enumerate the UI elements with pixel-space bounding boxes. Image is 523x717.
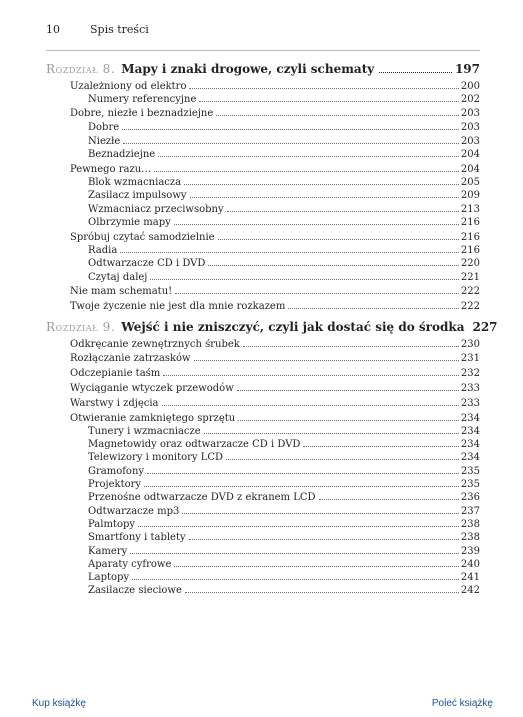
entry-page-number: 216 xyxy=(460,231,480,243)
entry-page-number: 216 xyxy=(460,216,480,228)
entry-title: Projektory xyxy=(88,479,142,491)
entry-title: Wzmacniacz przeciwsobny xyxy=(88,203,224,215)
dot-leader xyxy=(216,115,459,116)
entry-page-number: 232 xyxy=(460,368,480,380)
chapter-label: Rozdział 9. xyxy=(46,319,116,334)
chapter-label: Rozdział 8. xyxy=(46,62,116,76)
toc-subsection-entry[interactable] xyxy=(46,271,480,284)
toc-subsection-entry[interactable] xyxy=(46,531,480,544)
entry-page-number: 204 xyxy=(460,148,480,160)
toc-subsection-entry[interactable] xyxy=(46,571,480,584)
entry-page-number: 237 xyxy=(460,505,480,517)
entry-page-number: 238 xyxy=(460,532,480,544)
dot-leader xyxy=(150,279,458,280)
dot-leader xyxy=(132,579,459,580)
toc-section-entry[interactable] xyxy=(46,367,480,380)
entry-page-number: 242 xyxy=(460,585,480,597)
toc-subsection-entry[interactable] xyxy=(46,558,480,571)
dot-leader xyxy=(182,513,459,514)
dot-leader xyxy=(218,239,459,240)
dot-leader xyxy=(227,211,459,212)
entry-page-number: 202 xyxy=(460,94,480,106)
toc-section-entry[interactable] xyxy=(46,231,480,244)
dot-leader xyxy=(163,375,459,376)
toc-subsection-entry[interactable] xyxy=(46,135,480,148)
entry-page-number: 235 xyxy=(460,465,480,477)
entry-page-number: 235 xyxy=(460,479,480,491)
entry-title: Aparaty cyfrowe xyxy=(88,558,172,570)
entry-page-number: 240 xyxy=(460,558,480,570)
entry-title: Smartfony i tablety xyxy=(88,532,186,544)
dot-leader xyxy=(158,156,459,157)
entry-title: Odczepianie taśm xyxy=(70,368,161,380)
entry-page-number: 205 xyxy=(460,177,480,189)
entry-page-number: 200 xyxy=(460,81,480,92)
toc-subsection-entry[interactable] xyxy=(46,257,480,270)
toc-section-entry[interactable] xyxy=(46,285,480,298)
entry-title: Magnetowidy oraz odtwarzacze CD i DVD xyxy=(88,439,301,451)
entry-page-number: 241 xyxy=(460,572,480,584)
toc-subsection-entry[interactable] xyxy=(46,451,480,464)
dot-leader xyxy=(204,433,459,434)
dot-leader xyxy=(189,88,458,89)
entry-page-number: 236 xyxy=(460,492,480,504)
entry-page-number: 233 xyxy=(460,397,480,409)
entry-title: Radia xyxy=(88,245,118,257)
page-number: 10 xyxy=(46,23,60,36)
dot-leader xyxy=(154,171,459,172)
toc-subsection-entry[interactable] xyxy=(46,545,480,558)
dot-leader xyxy=(189,539,459,540)
entry-page-number: 230 xyxy=(460,338,480,350)
dot-leader xyxy=(194,360,459,361)
entry-title: Twoje życzenie nie jest dla mnie rozkazem xyxy=(70,301,286,313)
entry-title: Nie mam schematu! xyxy=(70,286,173,298)
dot-leader xyxy=(243,346,459,347)
entry-title: Warstwy i zdjęcia xyxy=(70,397,159,409)
toc-subsection-entry[interactable] xyxy=(46,478,480,491)
toc-subsection-entry[interactable] xyxy=(46,216,480,229)
toc-subsection-entry[interactable] xyxy=(46,438,480,451)
chapter-page-number: 227 xyxy=(472,319,498,334)
entry-title: Rozłączanie zatrzasków xyxy=(70,353,191,365)
entry-title: Dobre, niezłe i beznadziejne xyxy=(70,107,214,119)
dot-leader xyxy=(226,459,459,460)
dot-leader xyxy=(237,390,459,391)
entry-title: Zasilacz impulsowy xyxy=(88,190,187,202)
entry-page-number: 233 xyxy=(460,382,480,394)
dot-leader xyxy=(303,446,458,447)
toc-section-entry[interactable] xyxy=(46,300,480,313)
dot-leader xyxy=(138,526,459,527)
entry-title: Otwieranie zamkniętego sprzętu xyxy=(70,412,236,424)
toc-subsection-entry[interactable] xyxy=(46,121,480,134)
toc-subsection-entry[interactable] xyxy=(46,465,480,478)
dot-leader xyxy=(144,486,459,487)
entry-page-number: 203 xyxy=(460,135,480,147)
dot-leader xyxy=(190,197,459,198)
toc-section-entry[interactable] xyxy=(46,338,480,351)
entry-title: Telewizory i monitory LCD xyxy=(88,452,224,464)
entry-title: Niezłe xyxy=(88,135,121,147)
toc-subsection-entry[interactable] xyxy=(46,505,480,518)
toc-subsection-entry[interactable] xyxy=(46,584,480,597)
entry-page-number: 204 xyxy=(460,163,480,175)
chapter-page-number: 197 xyxy=(454,62,480,76)
table-of-contents xyxy=(46,60,498,598)
dot-leader xyxy=(123,143,459,144)
toc-section-entry[interactable] xyxy=(46,107,480,120)
entry-title: Przenośne odtwarzacze DVD z ekranem LCD xyxy=(88,492,316,504)
toc-section-entry[interactable] xyxy=(46,80,480,93)
entry-title: Olbrzymie mapy xyxy=(88,216,171,228)
dot-leader xyxy=(288,308,459,309)
toc-subsection-entry[interactable] xyxy=(46,189,480,202)
entry-title: Kamery xyxy=(88,545,128,557)
dot-leader xyxy=(122,129,459,130)
entry-page-number: 239 xyxy=(460,545,480,557)
entry-page-number: 216 xyxy=(460,245,480,257)
dot-leader xyxy=(238,420,459,421)
entry-page-number: 203 xyxy=(460,107,480,119)
dot-leader xyxy=(147,473,459,474)
entry-page-number: 234 xyxy=(460,439,480,451)
entry-title: Odtwarzacze mp3 xyxy=(88,505,180,517)
page-header xyxy=(46,23,149,36)
entry-title: Tunery i wzmacniacze xyxy=(88,425,201,437)
dot-leader xyxy=(208,265,458,266)
toc-section-entry[interactable] xyxy=(46,382,480,395)
entry-title: Blok wzmacniacza xyxy=(88,177,182,189)
chapter-title: Wejść i nie zniszczyć, czyli jak dostać się do środka xyxy=(121,319,465,334)
entry-title: Pewnego razu… xyxy=(70,163,152,175)
header-divider xyxy=(46,50,480,51)
entry-title: Odkręcanie zewnętrznych śrubek xyxy=(70,338,240,350)
entry-page-number: 209 xyxy=(460,190,480,202)
entry-title: Uzależniony od elektro xyxy=(70,81,187,92)
dot-leader xyxy=(120,252,459,253)
toc-section-entry[interactable] xyxy=(46,352,480,365)
entry-title: Gramofony xyxy=(88,465,145,477)
entry-title: Dobre xyxy=(88,122,120,134)
toc-section-entry[interactable] xyxy=(46,412,480,425)
toc-subsection-entry[interactable] xyxy=(46,244,480,257)
chapter-heading[interactable] xyxy=(46,319,498,334)
dot-leader xyxy=(184,184,459,185)
toc-subsection-entry[interactable] xyxy=(46,491,480,504)
entry-page-number: 222 xyxy=(460,286,480,298)
dot-leader xyxy=(175,293,459,294)
entry-page-number: 238 xyxy=(460,518,480,530)
entry-title: Zasilacze sieciowe xyxy=(88,585,182,597)
dot-leader xyxy=(174,566,459,567)
entry-title: Wyciąganie wtyczek przewodów xyxy=(70,382,234,394)
toc-subsection-entry[interactable] xyxy=(46,425,480,438)
dot-leader xyxy=(185,592,459,593)
buy-book-link[interactable]: Kup książkę xyxy=(32,698,86,709)
entry-page-number: 203 xyxy=(460,122,480,134)
toc-subsection-entry[interactable] xyxy=(46,518,480,531)
entry-page-number: 234 xyxy=(460,412,480,424)
entry-title: Spróbuj czytać samodzielnie xyxy=(70,231,215,243)
entry-title: Laptopy xyxy=(88,572,130,584)
running-title: Spis treści xyxy=(90,23,149,36)
entry-page-number: 222 xyxy=(460,301,480,313)
entry-title: Numery referencyjne xyxy=(88,94,197,106)
entry-page-number: 231 xyxy=(460,353,480,365)
entry-title: Czytaj dalej xyxy=(88,271,148,283)
entry-page-number: 213 xyxy=(460,203,480,215)
toc-section-entry[interactable] xyxy=(46,397,480,410)
dot-leader xyxy=(162,405,459,406)
toc-subsection-entry[interactable] xyxy=(46,176,480,189)
dot-leader xyxy=(319,499,459,500)
toc-section-entry[interactable] xyxy=(46,163,480,176)
dot-leader xyxy=(130,553,459,554)
entry-page-number: 234 xyxy=(460,425,480,437)
dot-leader xyxy=(199,101,459,102)
entry-page-number: 221 xyxy=(460,271,480,283)
entry-page-number: 220 xyxy=(460,258,480,270)
entry-title: Palmtopy xyxy=(88,518,136,530)
toc-subsection-entry[interactable] xyxy=(46,93,480,106)
dot-leader xyxy=(379,72,452,73)
chapter-heading[interactable] xyxy=(46,62,480,76)
recommend-book-link[interactable]: Poleć książkę xyxy=(431,698,493,709)
entry-page-number: 234 xyxy=(460,452,480,464)
chapter-title: Mapy i znaki drogowe, czyli schematy xyxy=(121,62,375,76)
toc-subsection-entry[interactable] xyxy=(46,203,480,216)
dot-leader xyxy=(174,224,459,225)
entry-title: Beznadziejne xyxy=(88,148,156,160)
entry-title: Odtwarzacze CD i DVD xyxy=(88,258,206,270)
toc-subsection-entry[interactable] xyxy=(46,148,480,161)
